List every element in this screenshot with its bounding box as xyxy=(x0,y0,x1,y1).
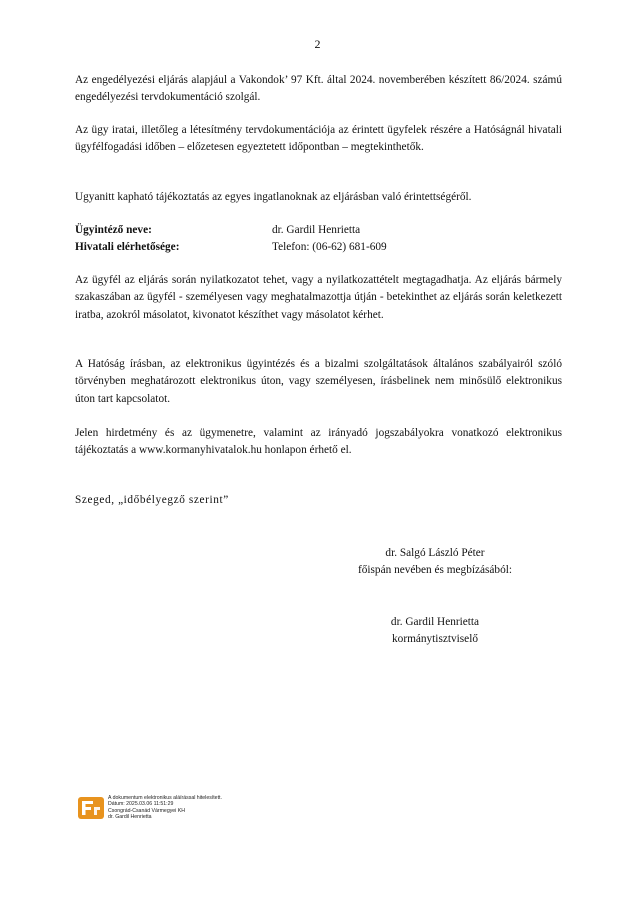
page-number: 2 xyxy=(314,37,321,51)
contact-row-officer xyxy=(75,222,387,239)
reach-value: Telefon: (06-62) 681-609 xyxy=(272,241,387,254)
paragraph-documents-viewing: Az ügy iratai, illetőleg a létesítmény tervdokumentációja az érintett ügyfelek részére a Hatóságnál hivatali ügyfélfogadási időben – előzetesen egyeztetett időpontban – megtekinthetők. xyxy=(75,124,562,154)
contact-block xyxy=(75,222,387,257)
officer-value: dr. Gardil Henrietta xyxy=(272,224,361,236)
stamp-line-1: A dokumentum elektronikus aláírással hitelesített. xyxy=(108,795,222,801)
reach-label: Hivatali elérhetősége: xyxy=(75,241,180,254)
paragraph-property-info: Ugyanitt kapható tájékoztatás az egyes ingatlanoknak az eljárásban való érintettségéről. xyxy=(75,191,472,203)
officer-label: Ügyintéző neve: xyxy=(75,224,152,236)
signature-block-2 xyxy=(320,614,550,649)
paragraph-communication: A Hatóság írásban, az elektronikus ügyintézés és a bizalmi szolgáltatások általános szabályairól szóló törvényben meghatározott elektronikus úton, vagy személyesen, írásbelinek nem minősülő elektronikus úton tart kapcsolatot. xyxy=(75,358,562,405)
paragraph-permit-basis: Az engedélyezési eljárás alapjául a Vakondok’ 97 Kft. által 2024. novemberében készített 86/2024. számú engedélyezési tervdokumentáció szolgál. xyxy=(75,74,562,104)
stamp-line-3: Csongrád-Csanád Vármegyei KH xyxy=(108,807,185,814)
signature-1-name: dr. Salgó László Péter xyxy=(385,547,485,559)
stamp-line-2: Dátum: 2025.03.06 11:51:29 xyxy=(108,801,174,808)
stamp-text xyxy=(108,795,222,820)
sign-place: Szeged, „időbélyegző szerint” xyxy=(75,494,229,506)
e-signature-logo-icon xyxy=(78,797,104,819)
e-signature-stamp xyxy=(78,795,222,820)
stamp-line-4: dr. Gardil Henrietta xyxy=(108,813,152,820)
signature-2-name: dr. Gardil Henrietta xyxy=(390,616,480,628)
paragraph-online-info: Jelen hirdetmény és az ügymenetre, valamint az irányadó jogszabályokra vonatkozó elektronikus tájékoztatás a www.kormanyhivatalok.hu honlapon érhető el. xyxy=(75,427,562,457)
contact-row-reach xyxy=(75,239,387,256)
signature-block-1 xyxy=(320,545,550,580)
signature-1-title: főispán nevében és megbízásából: xyxy=(357,564,513,577)
paragraph-client-rights: Az ügyfél az eljárás során nyilatkozatot tehet, vagy a nyilatkozattételt megtagadhatja. Az eljárás bármely szakaszában az ügyfél - személyesen vagy meghatalmazottja útján - betekinthet az eljárás során keletkezett iratba, azokról másolatot, kivonatot készíthet vagy másolatot kérhet. xyxy=(75,274,562,321)
signature-2-title: kormánytisztviselő xyxy=(392,633,478,646)
